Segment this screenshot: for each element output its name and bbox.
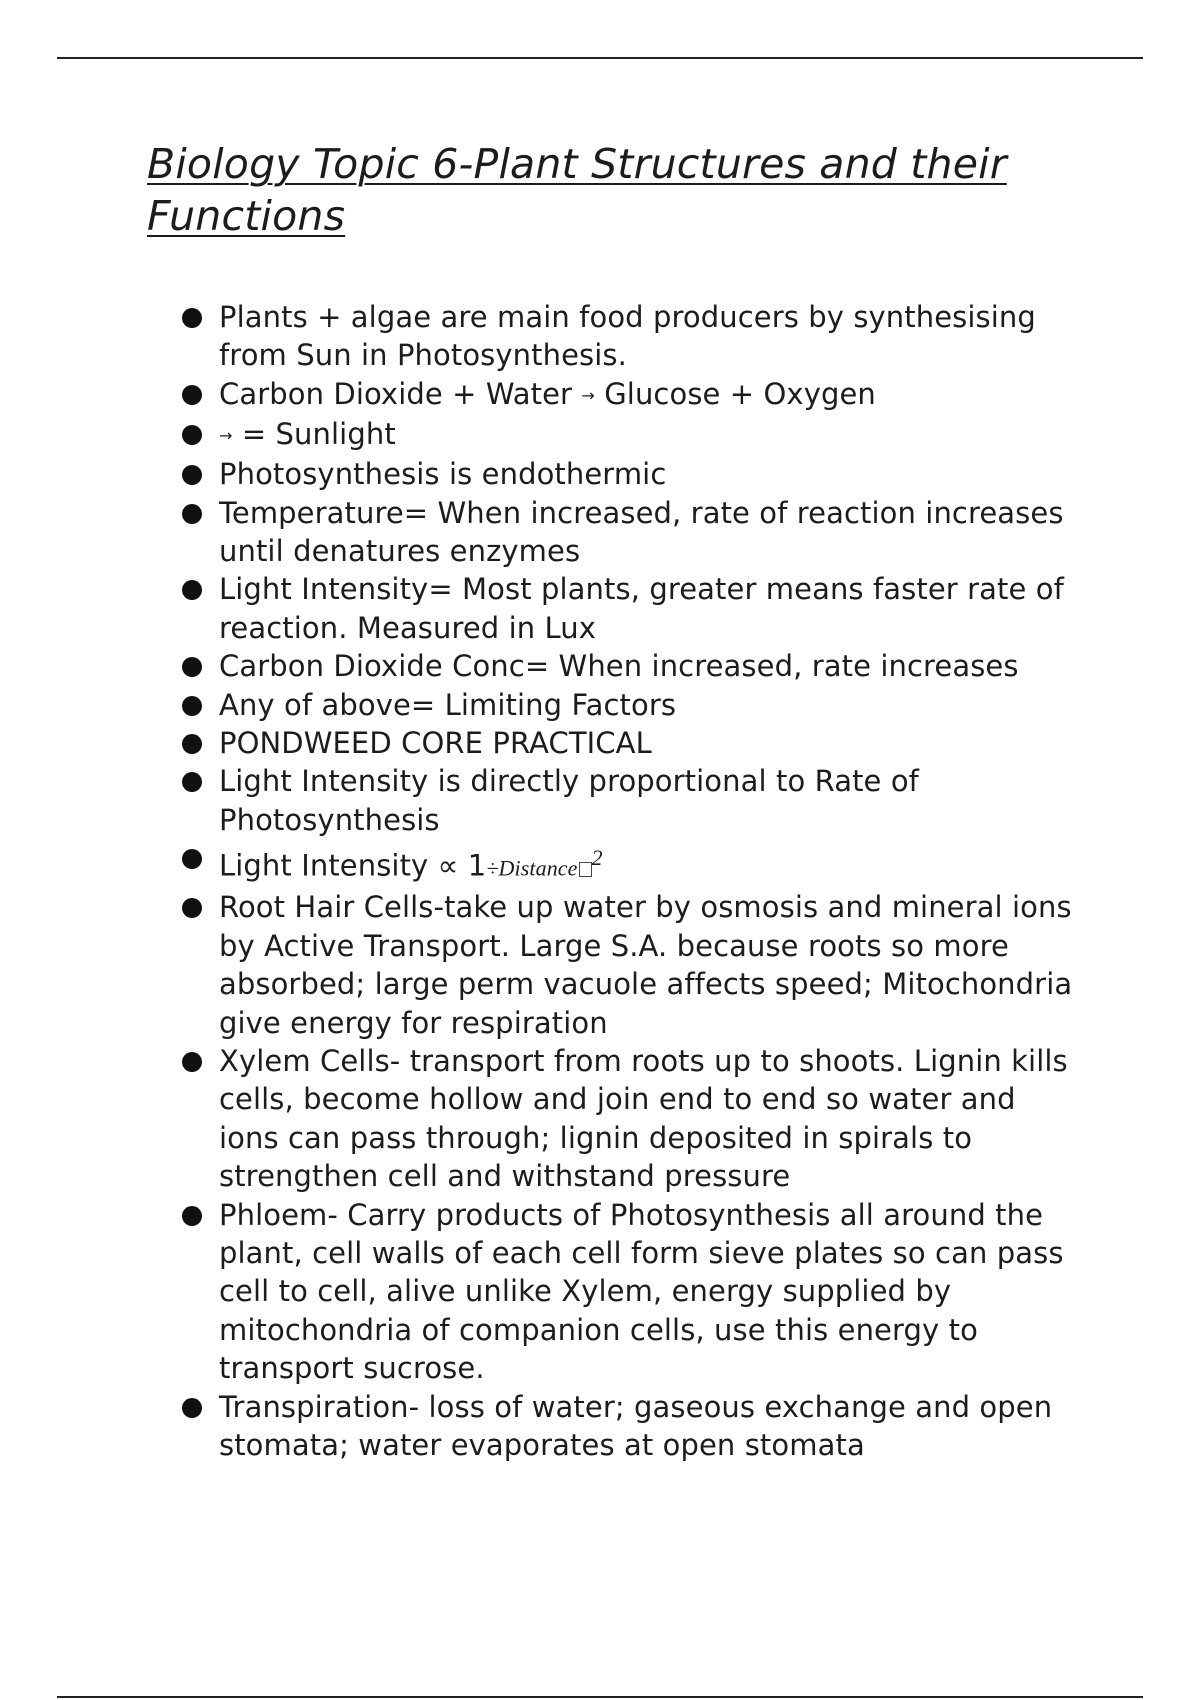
list-item	[178, 298, 1078, 375]
bullet-icon	[182, 504, 202, 524]
list-item-text: Phloem- Carry products of Photosynthesis all around the plant, cell walls of each cell form sieve plates so can pass cell to cell, alive unlike Xylem, energy supplied by mitochondria of companion cells, use this energy to transport sucrose.	[219, 1197, 1064, 1386]
list-item-text: Carbon Dioxide Conc= When increased, rate increases	[219, 649, 1019, 684]
bullet-icon	[182, 696, 202, 716]
list-item	[178, 762, 1078, 839]
list-item-text: = Sunlight	[232, 417, 396, 452]
list-item-text: PONDWEED CORE PRACTICAL	[219, 726, 652, 761]
list-item-text: Any of above= Limiting Factors	[219, 687, 677, 722]
list-item-text: Transpiration- loss of water; gaseous exchange and open stomata; water evaporates at open stomata	[219, 1389, 1053, 1463]
list-item	[178, 570, 1078, 647]
page-title: Biology Topic 6-Plant Structures and their Functions	[147, 140, 1007, 240]
list-item-text: Light Intensity is directly proportional to Rate of Photosynthesis	[219, 764, 919, 837]
list-item	[178, 455, 1078, 493]
list-item	[178, 888, 1078, 1042]
bullet-icon	[182, 734, 202, 754]
bottom-divider	[57, 1696, 1143, 1698]
bullet-icon	[182, 425, 202, 445]
bullet-icon	[182, 385, 202, 405]
bullet-icon	[182, 772, 202, 792]
bullet-icon	[182, 1206, 202, 1226]
list-item-text: Plants + algae are main food producers by synthesising from Sun in Photosynthesis.	[219, 300, 1036, 373]
list-item	[178, 647, 1078, 685]
list-item	[178, 1042, 1078, 1196]
list-item	[178, 839, 1078, 888]
formula-exponent: 2	[591, 845, 603, 871]
bullet-icon	[182, 308, 202, 328]
formula-text: Distance	[498, 855, 578, 881]
bullet-icon	[182, 657, 202, 677]
list-item	[178, 494, 1078, 571]
list-item	[178, 1388, 1078, 1465]
list-item-text: Xylem Cells- transport from roots up to shoots. Lignin kills cells, become hollow and join end to end so water and ions can pass through; lignin deposited in spirals to strengthen cell and withstand pressure	[219, 1043, 1068, 1194]
arrow-icon: →	[581, 385, 595, 405]
placeholder-box-icon	[579, 862, 592, 877]
list-item-text: Photosynthesis is endothermic	[219, 457, 667, 492]
bullet-icon	[182, 898, 202, 918]
list-item-text: Temperature= When increased, rate of reaction increases until denatures enzymes	[219, 495, 1064, 569]
notes-list	[178, 298, 1078, 1464]
list-item-text: Light Intensity= Most plants, greater means faster rate of reaction. Measured in Lux	[219, 572, 1064, 645]
bullet-icon	[182, 580, 202, 600]
list-item-text: Light Intensity ∝ 1	[219, 848, 487, 883]
top-divider	[57, 57, 1143, 59]
list-item	[178, 375, 1078, 415]
list-item	[178, 1196, 1078, 1388]
list-item-text: Carbon Dioxide + Water	[219, 376, 582, 411]
divide-symbol: ÷	[486, 855, 499, 881]
bullet-icon	[182, 1398, 202, 1418]
bullet-icon	[182, 465, 202, 485]
list-item	[178, 686, 1078, 724]
list-item-text: Root Hair Cells-take up water by osmosis and mineral ions by Active Transport. Large S.A. because roots so more absorbed; large perm vacuole affects speed; Mitochondria give energy for respiration	[219, 890, 1073, 1040]
list-item	[178, 724, 1078, 762]
arrow-icon: →	[219, 425, 233, 445]
list-item-text: Glucose + Oxygen	[594, 376, 876, 411]
list-item	[178, 415, 1078, 455]
bullet-icon	[182, 849, 202, 869]
bullet-icon	[182, 1052, 202, 1072]
